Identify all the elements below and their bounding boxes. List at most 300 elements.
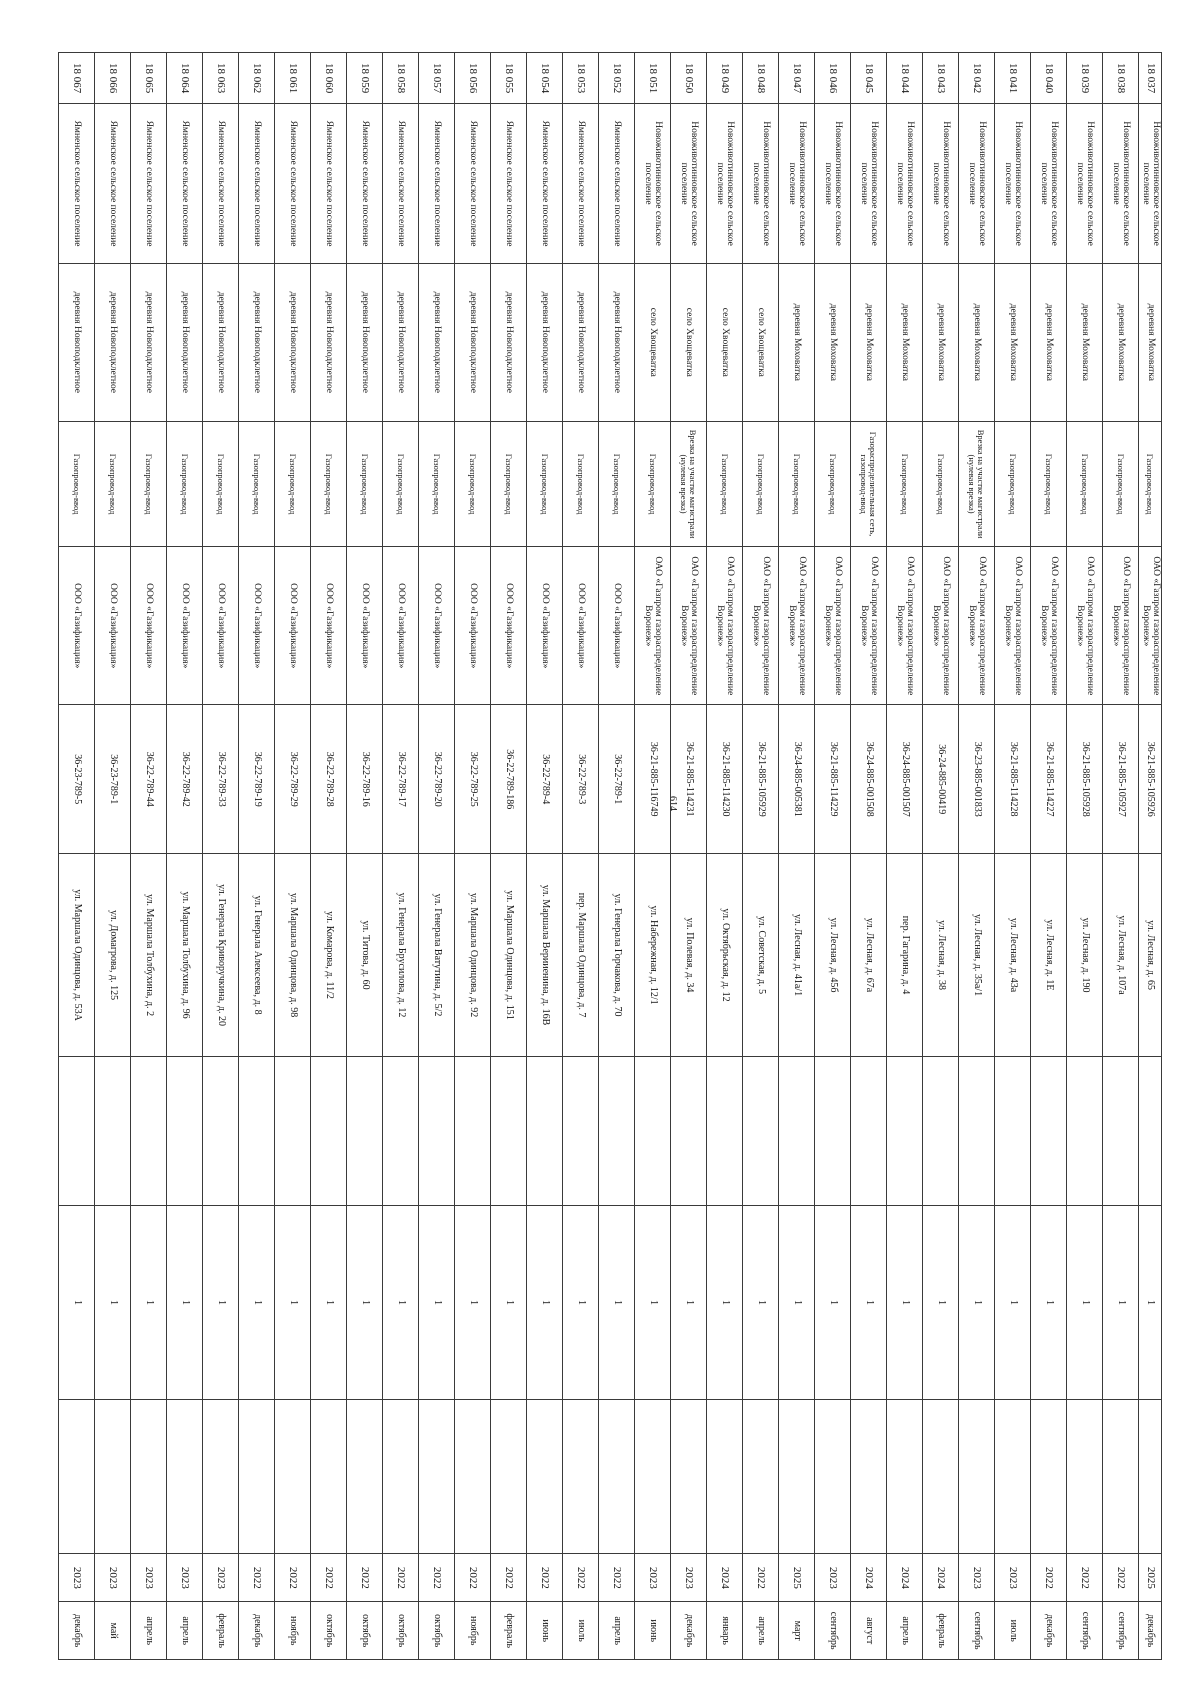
settlement-cell: Ямненское сельское поселение [347,104,383,264]
object-id-cell: 36-22-789-20 [419,705,455,854]
month-cell: февраль [923,1602,959,1660]
settlement-cell: Ямненское сельское поселение [311,104,347,264]
object-id-cell: 36-22-789-186 [491,705,527,854]
object-type-cell: Газопровод-ввод [95,421,131,547]
quantity-cell: 1 [275,1205,311,1399]
object-id-cell: 36-23-789-1 [95,705,131,854]
organization-cell: ОАО «Газпром газораспределение Воронеж» [635,547,671,705]
locality-cell: деревня Новоподклетное [347,263,383,421]
object-type-cell: Газопровод-ввод [167,421,203,547]
settlement-cell: Новоживотинновское сельское поселение [1031,104,1067,264]
object-type-cell: Газопровод-ввод [923,421,959,547]
empty-cell [959,1399,995,1554]
quantity-cell: 1 [851,1205,887,1399]
quantity-cell: 1 [95,1205,131,1399]
month-cell: декабрь [239,1602,275,1660]
address-cell: ул. Полевая, д. 34 [671,854,707,1056]
object-type-cell: Газопровод-ввод [1103,421,1139,547]
address-cell: ул. Комарова, д. 11/2 [311,854,347,1056]
empty-cell [239,1399,275,1554]
table-row [167,53,203,1660]
locality-cell: деревня Новоподклетное [167,263,203,421]
empty-cell [635,1056,671,1205]
table-row [1103,53,1139,1660]
table-row [923,53,959,1660]
object-type-cell: Газопровод-ввод [59,421,95,547]
settlement-cell: Новоживотинновское сельское поселение [1103,104,1139,264]
row-number-cell: 18 051 [635,53,671,104]
locality-cell: деревня Моховатка [851,263,887,421]
empty-cell [311,1056,347,1205]
organization-cell: ОАО «Газпром газораспределение Воронеж» [1031,547,1067,705]
locality-cell: деревня Новоподклетное [455,263,491,421]
empty-cell [1067,1056,1103,1205]
organization-cell: ОАО «Газпром газораспределение Воронеж» [671,547,707,705]
month-cell: октябрь [419,1602,455,1660]
organization-cell: ОАО «Газпром газораспределение Воронеж» [707,547,743,705]
organization-cell: ООО «Газификация» [491,547,527,705]
empty-cell [887,1056,923,1205]
month-cell: апрель [599,1602,635,1660]
table-row [203,53,239,1660]
locality-cell: деревня Новоподклетное [275,263,311,421]
object-type-cell: Газопровод-ввод [635,421,671,547]
locality-cell: деревня Моховатка [923,263,959,421]
month-cell: декабрь [1139,1602,1162,1660]
object-type-cell: Газопровод-ввод [1067,421,1103,547]
table-row [671,53,707,1660]
object-id-cell: 36-23-885-001833 [959,705,995,854]
organization-cell: ООО «Газификация» [167,547,203,705]
month-cell: август [851,1602,887,1660]
locality-cell: деревня Новоподклетное [491,263,527,421]
address-cell: ул. Маршала Одинцова, д. 151 [491,854,527,1056]
address-cell: ул. Лесная, д. 43а [995,854,1031,1056]
locality-cell: деревня Моховатка [815,263,851,421]
settlement-cell: Ямненское сельское поселение [527,104,563,264]
row-number-cell: 18 065 [131,53,167,104]
object-id-cell: 36-24-885-001508 [851,705,887,854]
quantity-cell: 1 [923,1205,959,1399]
year-cell: 2024 [707,1554,743,1602]
table-row [563,53,599,1660]
organization-cell: ОАО «Газпром газораспределение Воронеж» [995,547,1031,705]
settlement-cell: Новоживотинновское сельское поселение [779,104,815,264]
locality-cell: деревня Моховатка [887,263,923,421]
settlement-cell: Новоживотинновское сельское поселение [851,104,887,264]
table-row [779,53,815,1660]
quantity-cell: 1 [1103,1205,1139,1399]
empty-cell [383,1056,419,1205]
quantity-cell: 1 [599,1205,635,1399]
year-cell: 2023 [203,1554,239,1602]
month-cell: февраль [203,1602,239,1660]
address-cell: ул. Маршала Толбухина, д. 96 [167,854,203,1056]
address-cell: ул. Маршала Толбухина, д. 2 [131,854,167,1056]
empty-cell [419,1056,455,1205]
empty-cell [887,1399,923,1554]
year-cell: 2025 [779,1554,815,1602]
year-cell: 2022 [311,1554,347,1602]
object-id-cell: 36-22-789-33 [203,705,239,854]
address-cell: пер. Маршала Одинцова, д. 7 [563,854,599,1056]
object-id-cell: 36-21-885-114228 [995,705,1031,854]
settlement-cell: Новоживотинновское сельское поселение [959,104,995,264]
empty-cell [1103,1056,1139,1205]
empty-cell [671,1056,707,1205]
quantity-cell: 1 [1067,1205,1103,1399]
organization-cell: ООО «Газификация» [239,547,275,705]
row-number-cell: 18 060 [311,53,347,104]
organization-cell: ОАО «Газпром газораспределение Воронеж» [743,547,779,705]
quantity-cell: 1 [671,1205,707,1399]
empty-cell [815,1399,851,1554]
object-id-cell: 36-22-789-42 [167,705,203,854]
object-id-cell: 36-21-885-105927 [1103,705,1139,854]
year-cell: 2022 [1067,1554,1103,1602]
object-id-cell: 36-21-885-116749 [635,705,671,854]
settlement-cell: Новоживотинновское сельское поселение [887,104,923,264]
year-cell: 2022 [347,1554,383,1602]
address-cell: ул. Титова, д. 60 [347,854,383,1056]
object-type-cell: Газопровод-ввод [1031,421,1067,547]
locality-cell: деревня Новоподклетное [419,263,455,421]
locality-cell: деревня Новоподклетное [311,263,347,421]
locality-cell: деревня Моховатка [995,263,1031,421]
organization-cell: ООО «Газификация» [311,547,347,705]
object-type-cell: Газопровод-ввод [527,421,563,547]
organization-cell: ООО «Газификация» [455,547,491,705]
address-cell: ул. Маршала Одинцова, д. 98 [275,854,311,1056]
row-number-cell: 18 063 [203,53,239,104]
object-id-cell: 36-21-885-114230 [707,705,743,854]
address-cell: ул. Лесная, д. 45б [815,854,851,1056]
empty-cell [995,1056,1031,1205]
empty-cell [851,1399,887,1554]
year-cell: 2023 [59,1554,95,1602]
locality-cell: деревня Новоподклетное [95,263,131,421]
empty-cell [851,1056,887,1205]
table-row [275,53,311,1660]
empty-cell [923,1056,959,1205]
quantity-cell: 1 [1031,1205,1067,1399]
settlement-cell: Ямненское сельское поселение [95,104,131,264]
locality-cell: село Хвощеватка [635,263,671,421]
row-number-cell: 18 061 [275,53,311,104]
table-row [1031,53,1067,1660]
quantity-cell: 1 [59,1205,95,1399]
month-cell: июль [995,1602,1031,1660]
organization-cell: ООО «Газификация» [599,547,635,705]
settlement-cell: Ямненское сельское поселение [455,104,491,264]
object-type-cell: Газопровод-ввод [887,421,923,547]
row-number-cell: 18 038 [1103,53,1139,104]
empty-cell [347,1399,383,1554]
row-number-cell: 18 041 [995,53,1031,104]
empty-cell [275,1399,311,1554]
table-row [131,53,167,1660]
empty-cell [599,1056,635,1205]
empty-cell [491,1056,527,1205]
organization-cell: ООО «Газификация» [275,547,311,705]
object-type-cell: Газораспределительная сеть, газопровод-ввод [851,421,887,547]
object-id-cell: 36-22-789-16 [347,705,383,854]
table-row [239,53,275,1660]
object-type-cell: Газопровод-ввод [275,421,311,547]
quantity-cell: 1 [455,1205,491,1399]
organization-cell: ОАО «Газпром газораспределение Воронеж» [887,547,923,705]
locality-cell: село Хвощеватка [707,263,743,421]
settlement-cell: Ямненское сельское поселение [167,104,203,264]
quantity-cell: 1 [131,1205,167,1399]
object-type-cell: Газопровод-ввод [311,421,347,547]
year-cell: 2023 [95,1554,131,1602]
organization-cell: ОАО «Газпром газораспределение Воронеж» [959,547,995,705]
month-cell: март [779,1602,815,1660]
empty-cell [131,1056,167,1205]
row-number-cell: 18 062 [239,53,275,104]
month-cell: июль [563,1602,599,1660]
object-type-cell: Газопровод-ввод [419,421,455,547]
empty-cell [1139,1056,1162,1205]
settlement-cell: Ямненское сельское поселение [383,104,419,264]
settlement-cell: Ямненское сельское поселение [275,104,311,264]
quantity-cell: 1 [779,1205,815,1399]
row-number-cell: 18 058 [383,53,419,104]
empty-cell [527,1056,563,1205]
settlement-cell: Ямненское сельское поселение [131,104,167,264]
object-id-cell: 36-22-789-29 [275,705,311,854]
month-cell: июнь [527,1602,563,1660]
object-type-cell: Газопровод-ввод [815,421,851,547]
organization-cell: ООО «Газификация» [203,547,239,705]
empty-cell [455,1399,491,1554]
object-id-cell: 36-22-789-44 [131,705,167,854]
quantity-cell: 1 [167,1205,203,1399]
organization-cell: ООО «Газификация» [563,547,599,705]
object-type-cell: Врезка на участке магистрали (нулевая врезка) [959,421,995,547]
month-cell: декабрь [671,1602,707,1660]
settlement-cell: Новоживотинновское сельское поселение [923,104,959,264]
object-id-cell: 36-21-885-114227 [1031,705,1067,854]
empty-cell [1139,1399,1162,1554]
table-row [743,53,779,1660]
month-cell: сентябрь [1103,1602,1139,1660]
year-cell: 2022 [599,1554,635,1602]
row-number-cell: 18 066 [95,53,131,104]
settlement-cell: Ямненское сельское поселение [491,104,527,264]
empty-cell [671,1399,707,1554]
organization-cell: ОАО «Газпром газораспределение Воронеж» [923,547,959,705]
object-id-cell: 36-21-885-105926 [1139,705,1162,854]
year-cell: 2022 [563,1554,599,1602]
object-id-cell: 36-22-789-1 [599,705,635,854]
address-cell: ул. Лесная, д. 41а/1 [779,854,815,1056]
object-id-cell: 36-22-789-17 [383,705,419,854]
register-table-wrapper [58,52,1162,1660]
object-type-cell: Газопровод-ввод [491,421,527,547]
settlement-cell: Ямненское сельское поселение [599,104,635,264]
object-id-cell: 36-22-789-3 [563,705,599,854]
empty-cell [203,1399,239,1554]
object-id-cell: 36-22-789-19 [239,705,275,854]
locality-cell: деревня Моховатка [1031,263,1067,421]
empty-cell [131,1399,167,1554]
address-cell: ул. Генерала Криворучкина, д. 20 [203,854,239,1056]
address-cell: ул. Домагрова, д. 125 [95,854,131,1056]
year-cell: 2025 [1139,1554,1162,1602]
organization-cell: ОАО «Газпром газораспределение Воронеж» [815,547,851,705]
address-cell: ул. Октябрьская, д. 12 [707,854,743,1056]
quantity-cell: 1 [887,1205,923,1399]
object-type-cell: Газопровод-ввод [743,421,779,547]
quantity-cell: 1 [203,1205,239,1399]
empty-cell [815,1056,851,1205]
address-cell: ул. Маршала Одинцова, д. 92 [455,854,491,1056]
row-number-cell: 18 053 [563,53,599,104]
row-number-cell: 18 040 [1031,53,1067,104]
locality-cell: деревня Моховатка [1139,263,1162,421]
row-number-cell: 18 045 [851,53,887,104]
object-id-cell: 36-21-885-105928 [1067,705,1103,854]
year-cell: 2023 [131,1554,167,1602]
empty-cell [599,1399,635,1554]
object-type-cell: Газопровод-ввод [347,421,383,547]
address-cell: ул. Лесная, д. 190 [1067,854,1103,1056]
object-type-cell: Газопровод-ввод [383,421,419,547]
table-row [347,53,383,1660]
settlement-cell: Новоживотинновское сельское поселение [635,104,671,264]
empty-cell [779,1056,815,1205]
address-cell: ул. Генерала Ватутина, д. 5/2 [419,854,455,1056]
table-row [419,53,455,1660]
table-row [707,53,743,1660]
organization-cell: ОАО «Газпром газораспределение Воронеж» [1067,547,1103,705]
organization-cell: ООО «Газификация» [59,547,95,705]
address-cell: ул. Лесная, д. 67а [851,854,887,1056]
row-number-cell: 18 064 [167,53,203,104]
object-id-cell: 36-21-885-114231 [671,705,707,854]
quantity-cell: 1 [959,1205,995,1399]
object-id-cell: 36-21-885-114229 [815,705,851,854]
locality-cell: деревня Новоподклетное [203,263,239,421]
empty-cell [239,1056,275,1205]
table-row [455,53,491,1660]
organization-cell: ООО «Газификация» [95,547,131,705]
empty-cell [347,1056,383,1205]
quantity-cell: 1 [239,1205,275,1399]
table-row [311,53,347,1660]
empty-cell [1031,1399,1067,1554]
settlement-cell: Ямненское сельское поселение [59,104,95,264]
quantity-cell: 1 [995,1205,1031,1399]
settlement-cell: Ямненское сельское поселение [239,104,275,264]
row-number-cell: 18 039 [1067,53,1103,104]
year-cell: 2024 [887,1554,923,1602]
organization-cell: ООО «Газификация» [383,547,419,705]
table-row [527,53,563,1660]
settlement-cell: Новоживотинновское сельское поселение [743,104,779,264]
year-cell: 2023 [671,1554,707,1602]
settlement-cell: Ямненское сельское поселение [563,104,599,264]
object-id-cell: 36-24-885-001507 [887,705,923,854]
empty-cell [167,1399,203,1554]
page-number: 614 [667,796,678,811]
month-cell: июнь [635,1602,671,1660]
month-cell: ноябрь [275,1602,311,1660]
object-type-cell: Газопровод-ввод [563,421,599,547]
locality-cell: деревня Новоподклетное [599,263,635,421]
address-cell: ул. Лесная, д. 1Е [1031,854,1067,1056]
locality-cell: деревня Новоподклетное [239,263,275,421]
year-cell: 2022 [275,1554,311,1602]
empty-cell [383,1399,419,1554]
organization-cell: ООО «Газификация» [419,547,455,705]
object-type-cell: Газопровод-ввод [1139,421,1162,547]
table-row [491,53,527,1660]
object-type-cell: Газопровод-ввод [455,421,491,547]
empty-cell [779,1399,815,1554]
object-type-cell: Газопровод-ввод [779,421,815,547]
quantity-cell: 1 [1139,1205,1162,1399]
table-body [59,53,1162,1660]
object-type-cell: Газопровод-ввод [203,421,239,547]
locality-cell: деревня Моховатка [1067,263,1103,421]
settlement-cell: Ямненское сельское поселение [203,104,239,264]
organization-cell: ОАО «Газпром газораспределение Воронеж» [1139,547,1162,705]
empty-cell [167,1056,203,1205]
empty-cell [419,1399,455,1554]
quantity-cell: 1 [383,1205,419,1399]
table-row [959,53,995,1660]
settlement-cell: Новоживотинновское сельское поселение [1139,104,1162,264]
year-cell: 2023 [167,1554,203,1602]
settlement-cell: Новоживотинновское сельское поселение [995,104,1031,264]
table-row [1067,53,1103,1660]
year-cell: 2022 [383,1554,419,1602]
year-cell: 2024 [923,1554,959,1602]
month-cell: декабрь [59,1602,95,1660]
year-cell: 2022 [239,1554,275,1602]
address-cell: ул. Генерала Брусилова, д. 12 [383,854,419,1056]
row-number-cell: 18 046 [815,53,851,104]
row-number-cell: 18 047 [779,53,815,104]
organization-cell: ООО «Газификация» [347,547,383,705]
month-cell: октябрь [311,1602,347,1660]
object-type-cell: Газопровод-ввод [239,421,275,547]
month-cell: апрель [887,1602,923,1660]
quantity-cell: 1 [563,1205,599,1399]
object-id-cell: 36-22-789-28 [311,705,347,854]
month-cell: апрель [743,1602,779,1660]
empty-cell [707,1399,743,1554]
address-cell: пер. Гагарина, д. 4 [887,854,923,1056]
row-number-cell: 18 052 [599,53,635,104]
row-number-cell: 18 042 [959,53,995,104]
locality-cell: деревня Новоподклетное [59,263,95,421]
object-type-cell: Газопровод-ввод [131,421,167,547]
table-row [635,53,671,1660]
settlement-cell: Новоживотинновское сельское поселение [815,104,851,264]
quantity-cell: 1 [419,1205,455,1399]
empty-cell [59,1056,95,1205]
locality-cell: деревня Моховатка [1103,263,1139,421]
locality-cell: село Хвощеватка [743,263,779,421]
organization-cell: ООО «Газификация» [131,547,167,705]
month-cell: ноябрь [455,1602,491,1660]
empty-cell [1103,1399,1139,1554]
month-cell: сентябрь [1067,1602,1103,1660]
